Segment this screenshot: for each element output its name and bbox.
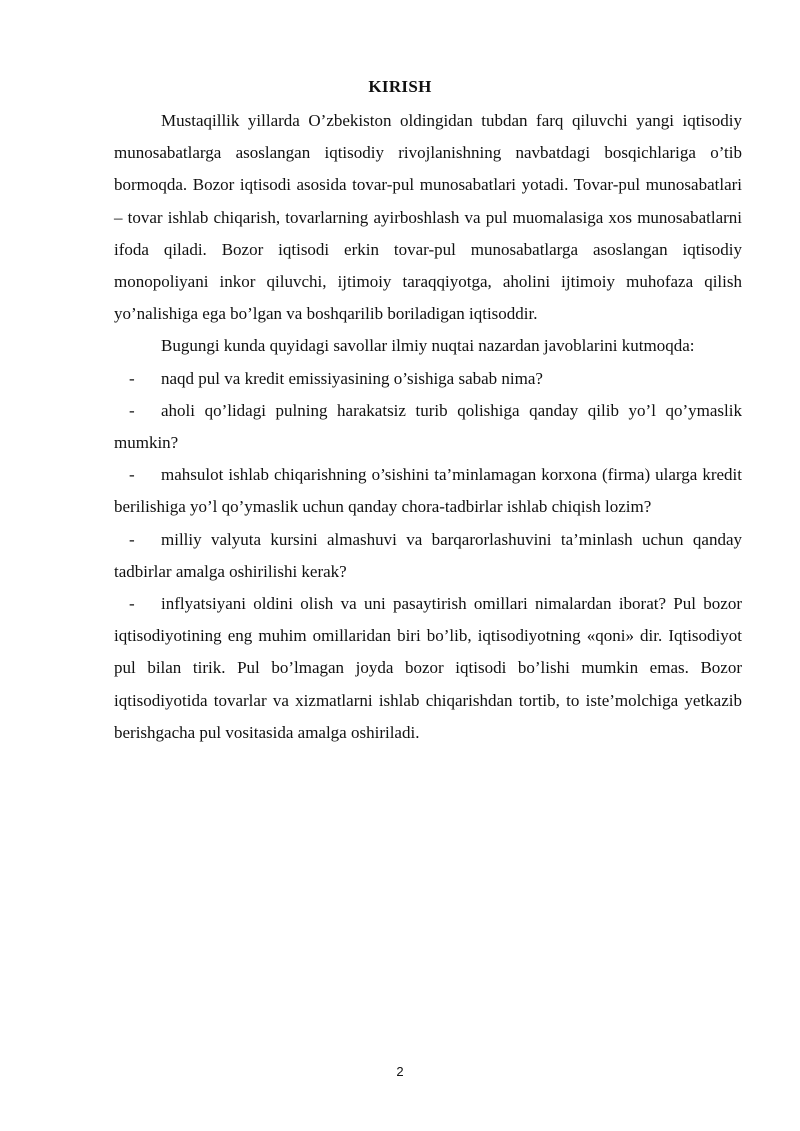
list-item [114, 588, 742, 749]
page-number: 2 [396, 1064, 404, 1079]
list-bullet: - [129, 465, 135, 485]
document-body [114, 105, 742, 749]
intro-paragraph: Mustaqillik yillarda O’zbekiston oldingidan tubdan farq qiluvchi yangi iqtisodiy munosabatlarga asoslangan iqtisodiy rivojlanishning navbatdagi bosqichlariga o’tib bormoqda. Bozor iqtisodi asosida tovar-pul munosabatlari yotadi. Tovar-pul munosabatlari – tovar ishlab chiqarish, tovarlarning ayirboshlash va pul muomalasiga xos munosabatlarni ifoda qiladi. Bozor iqtisodi erkin tovar-pul munosabatlarga asoslangan iqtisodiy monopoliyani inkor qiluvchi, ijtimoiy taraqqiyotga, aholini ijtimoiy muhofaza qilish yo’nalishiga ega bo’lgan va boshqarilib boriladigan iqtisoddir. [114, 111, 742, 324]
list-item [114, 395, 742, 459]
list-bullet: - [129, 594, 135, 614]
list-item [114, 524, 742, 588]
list-bullet: - [129, 368, 135, 388]
list-item [114, 363, 742, 395]
list-item-text: milliy valyuta kursini almashuvi va barqarorlashuvini ta’minlash uchun qanday tadbirlar amalga oshirilishi kerak? [114, 529, 742, 581]
page-title: KIRISH [368, 77, 432, 96]
questions-intro-paragraph: Bugungi kunda quyidagi savollar ilmiy nuqtai nazardan javoblarini kutmoqda: [161, 336, 695, 356]
list-item-text: inflyatsiyani oldini olish va uni pasaytirish omillari nimalardan iborat? Pul bozor iqtisodiyotining eng muhim omillaridan biri bo’lib, iqtisodiyotning «qoni» dir. Iqtisodiyot pul bilan tirik. Pul bo’lmagan joyda bozor iqtisodi bo’lishi mumkin emas. Bozor iqtisodiyotida tovarlar va xizmatlarni ishlab chiqarishdan tortib, to iste’molchiga yetkazib berishgacha pul vositasida amalga oshiriladi. [114, 594, 742, 742]
list-item-text: naqd pul va kredit emissiyasining o’sishiga sabab nima? [161, 368, 543, 388]
list-item-text: aholi qo’lidagi pulning harakatsiz turib qolishiga qanday qilib yo’l qo’ymaslik mumkin? [114, 400, 742, 453]
list-item [114, 459, 742, 523]
list-bullet: - [129, 400, 135, 420]
list-bullet: - [129, 529, 135, 549]
list-item-text: mahsulot ishlab chiqarishning o’sishini ta’minlamagan korxona (firma) ularga kredit berilishiga yo’l qo’ymaslik uchun qanday chora-tadbirlar ishlab chiqish lozim? [114, 465, 742, 517]
